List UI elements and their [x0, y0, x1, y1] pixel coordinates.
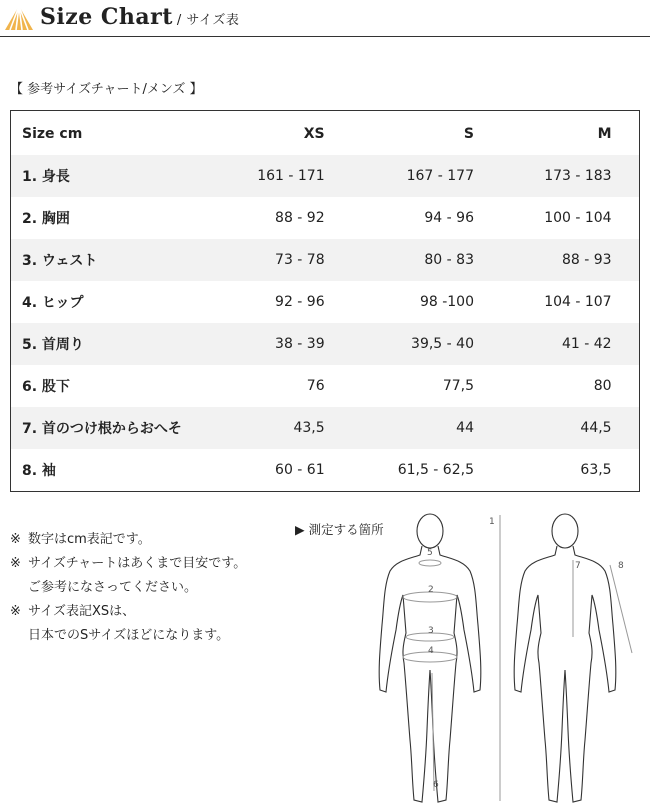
- table-row: [11, 323, 639, 365]
- header-divider: [0, 36, 650, 37]
- title-text: Size Chart: [40, 4, 173, 30]
- cell-s: 61,5 - 62,5: [325, 449, 474, 491]
- cell-xs: 92 - 96: [226, 281, 324, 323]
- cell-xs: 43,5: [226, 407, 324, 449]
- cell-m: 100 - 104: [474, 197, 612, 239]
- note-text: ご参考になさってください。: [28, 580, 198, 595]
- size-table-frame: [10, 110, 640, 492]
- figure-label-8: 8: [618, 561, 624, 571]
- cell-m: 88 - 93: [474, 239, 612, 281]
- header-s: S: [325, 113, 474, 155]
- cell-s: 167 - 177: [325, 155, 474, 197]
- cell-xs: 161 - 171: [226, 155, 324, 197]
- cell-m: 80: [474, 365, 612, 407]
- figure-label-1: 1: [489, 517, 495, 527]
- cell-s: 94 - 96: [325, 197, 474, 239]
- cell-s: 98 -100: [325, 281, 474, 323]
- cell-xs: 38 - 39: [226, 323, 324, 365]
- cell-xs: 73 - 78: [226, 239, 324, 281]
- table-row: [11, 407, 639, 449]
- logo-icon: [4, 5, 34, 31]
- table-row: [11, 197, 639, 239]
- note-item: [10, 600, 246, 648]
- header-xs: XS: [226, 113, 324, 155]
- table-row: [11, 365, 639, 407]
- note-item: [10, 528, 246, 552]
- note-mark: ※: [10, 532, 21, 547]
- note-text: サイズチャートはあくまで目安です。: [28, 556, 247, 571]
- figure-label-7: 7: [575, 561, 581, 571]
- header-m: M: [474, 113, 612, 155]
- row-label: 6. 股下: [11, 365, 226, 407]
- table-row: [11, 449, 639, 491]
- note-text: サイズ表記XSは、: [28, 604, 136, 619]
- row-label: 3. ウェスト: [11, 239, 226, 281]
- note-mark: ※: [10, 604, 21, 619]
- cell-m: 173 - 183: [474, 155, 612, 197]
- cell-m: 44,5: [474, 407, 612, 449]
- body-measurement-diagram: [370, 505, 650, 811]
- figure-label-3: 3: [428, 626, 434, 636]
- cell-m: 104 - 107: [474, 281, 612, 323]
- table-header-row: [11, 113, 639, 155]
- figure-label-2: 2: [428, 585, 434, 595]
- cell-s: 80 - 83: [325, 239, 474, 281]
- back-body-figure: [514, 514, 616, 802]
- cell-xs: 76: [226, 365, 324, 407]
- title-subtitle: / サイズ表: [176, 13, 240, 28]
- table-row: [11, 155, 639, 197]
- cell-xs: 88 - 92: [226, 197, 324, 239]
- cell-s: 77,5: [325, 365, 474, 407]
- measurement-lines: [403, 515, 632, 801]
- note-text: 数字はcm表記です。: [28, 532, 151, 547]
- row-label: 5. 首周り: [11, 323, 226, 365]
- table-row: [11, 239, 639, 281]
- section-title: 【 参考サイズチャート/メンズ 】: [10, 82, 203, 97]
- figure-label-5: 5: [427, 548, 433, 558]
- cell-xs: 60 - 61: [226, 449, 324, 491]
- header-size: Size cm: [11, 113, 226, 155]
- row-label: 2. 胸囲: [11, 197, 226, 239]
- figure-label-6: 6: [433, 780, 439, 790]
- notes: [10, 528, 246, 648]
- table-row: [11, 281, 639, 323]
- note-item: [10, 552, 246, 600]
- measurement-heading: ▶ 測定する箇所: [295, 522, 384, 537]
- cell-s: 39,5 - 40: [325, 323, 474, 365]
- row-label: 4. ヒップ: [11, 281, 226, 323]
- row-label: 8. 袖: [11, 449, 226, 491]
- note-mark: ※: [10, 556, 21, 571]
- figure-label-4: 4: [428, 646, 434, 656]
- size-table: [11, 113, 639, 491]
- cell-s: 44: [325, 407, 474, 449]
- header: [0, 0, 650, 38]
- page-title: [40, 4, 239, 30]
- note-text: 日本でのSサイズほどになります。: [28, 628, 230, 643]
- cell-m: 41 - 42: [474, 323, 612, 365]
- row-label: 7. 首のつけ根からおへそ: [11, 407, 226, 449]
- cell-m: 63,5: [474, 449, 612, 491]
- row-label: 1. 身長: [11, 155, 226, 197]
